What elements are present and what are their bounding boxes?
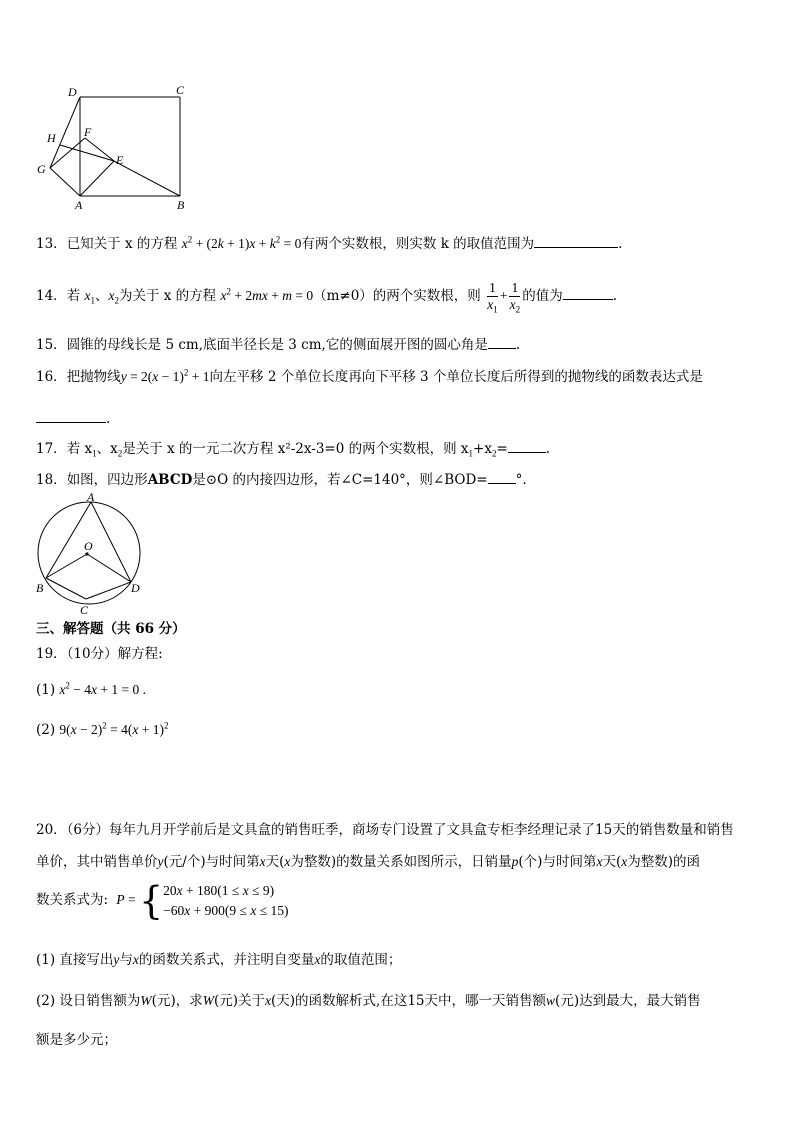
answer-blank (488, 469, 516, 484)
question-text: 数关系式为: (36, 892, 109, 908)
question-text: 天( (265, 854, 285, 870)
question-19 (36, 645, 163, 663)
question-text: 圆锥的母线长是 5 cm,底面半径长是 3 cm,它的侧面展开图的圆心角是 (66, 337, 488, 353)
label-B: B (36, 581, 44, 595)
question-18 (36, 469, 527, 489)
question-text: 天( (602, 854, 622, 870)
question-16: 16．把抛物线$y = 2(x - 1)^2 + 1$向左平移 2 个单位长度再向下平移 3 个单位长度后所得到的抛物线的函数表达式是 (36, 367, 703, 385)
label-H: H (47, 131, 56, 145)
question-text: 额是多少元； (36, 1032, 117, 1048)
question-text: 为关于 x 的方程 (118, 288, 217, 304)
label-C: C (176, 83, 185, 97)
question-text: 的取值范围； (320, 952, 402, 968)
answer-blank (534, 233, 618, 248)
question-number: 13． (36, 236, 67, 252)
question-number: 18． (36, 472, 67, 488)
question-14: 14．若 $x_1$、$x_2$为关于 x 的方程 $x^2 + 2mx + m = 0(m\ne 0)$的两个实数根，则 $\frac{1}{x_1}$ + $\frac{1}{x_2}$ 的值为 . (36, 280, 618, 315)
question-text: 的函数关系式，并注明自变量 (138, 952, 315, 968)
question-text: 向左平移 2 个单位长度再向下平移 3 个单位长度后所得到的抛物线的函数表达式是 (209, 369, 703, 385)
question-text: (天)的函数解析式,在这15天中，哪一天销售额 (271, 993, 547, 1009)
punctuation: . (515, 337, 521, 353)
label-E: E (116, 153, 124, 167)
punctuation: . (618, 236, 623, 252)
answer-blank (36, 408, 106, 423)
question-19-part-1: (1) $x^2 - 4x + 1 = 0$ . (36, 680, 147, 698)
punctuation: . (612, 288, 618, 304)
question-text: (1) 直接写出 (36, 952, 114, 968)
question-text: 把抛物线 (66, 369, 121, 385)
label-A: A (87, 490, 95, 504)
answer-blank (488, 334, 516, 349)
question-text: 是关于 x 的一元二次方程 x²-2x-3=0 的两个实数根，则 x (122, 441, 469, 457)
question-13: 13．已知关于 x 的方程 $x^2 + (2k + 1)x + k^2 = 0$有两个实数根，则实数 k 的取值范围为 . (36, 234, 623, 252)
part-label: (2) (36, 722, 56, 738)
answer-blank (508, 438, 546, 453)
label-G: G (37, 162, 46, 176)
question-number: 15． (36, 337, 67, 353)
question-20-part-1: (1) 直接写出y与x的函数关系式，并注明自变量x的取值范围； (36, 952, 402, 968)
question-text: 若 x (66, 441, 93, 457)
section-title: 三、解答题（共 66 分） (36, 621, 186, 637)
question-text: 为整数)的数量关系如图所示，日销量 (290, 854, 512, 870)
question-number: 14． (36, 288, 67, 304)
question-text: 单价，其中销售单价 (36, 854, 158, 870)
question-20-piecewise: 数关系式为: P = {20x + 180(1 ≤ x ≤ 9) −60x + 900(9 ≤ x ≤ 15) (36, 878, 289, 923)
answer-blank (563, 285, 613, 300)
label-B: B (177, 198, 185, 212)
fraction-1-over-x1: $\frac{1}{x_1}$ (487, 280, 498, 315)
question-number: 19． (36, 646, 67, 662)
question-text: 、x (96, 441, 118, 457)
question-number: 20． (36, 822, 67, 838)
question-text: (元/个)与时间第 (163, 854, 260, 870)
fraction-1-over-x2: $\frac{1}{x_2}$ (509, 280, 521, 315)
question-text: (2) 设日销售额为 (36, 993, 141, 1009)
punctuation: °. (515, 472, 527, 488)
question-text: (元)关于 (213, 993, 266, 1009)
geometry-figure-square (30, 78, 200, 213)
punctuation: . (545, 441, 551, 457)
geometry-figure-circle (30, 488, 160, 620)
question-text: 的值为 (522, 288, 563, 304)
part-label: (1) (36, 682, 56, 698)
question-text: (元)，求 (151, 993, 203, 1009)
piecewise-cases: 20x + 180(1 ≤ x ≤ 9) −60x + 900(9 ≤ x ≤ 15) (163, 882, 289, 918)
label-O: O (84, 539, 93, 553)
label-A: A (75, 198, 83, 212)
question-text: (元)达到最大，最大销售 (555, 993, 701, 1009)
question-text: （10分）解方程: (66, 646, 163, 662)
label-F: F (84, 125, 92, 139)
label-C: C (80, 603, 89, 617)
question-text: （6分）每年九月开学前后是文具盒的销售旺季，商场专门设置了文具盒专柜李经理记录了15天的销售数量和销售 (66, 822, 734, 838)
question-text: 有两个实数根，则实数 k 的取值范围为 (301, 236, 535, 252)
question-20-line-1 (36, 821, 734, 839)
question-20-line-2: 单价，其中销售单价y(元/个)与时间第x天(x为整数)的数量关系如图所示，日销量p(个)与时间第x天(x为整数)的函 (36, 854, 701, 870)
label-D: D (68, 85, 77, 99)
question-text: （m≠0）的两个实数根，则 (313, 288, 481, 304)
question-number: 16． (36, 369, 67, 385)
question-15 (36, 334, 520, 354)
quadrilateral-name: ABCD (147, 472, 193, 488)
question-text: (个)与时间第 (518, 854, 597, 870)
question-19-part-2: (2) $9(x - 2)^2 = 4(x + 1)^2$ (36, 720, 169, 738)
question-text: 是⊙O 的内接四边形，若∠C=140°，则∠BOD= (192, 472, 488, 488)
question-number: 17． (36, 441, 67, 457)
question-20-part-2: (2) 设日销售额为W(元)，求W(元)关于x(天)的函数解析式,在这15天中，哪一天销售额w(元)达到最大，最大销售 (36, 993, 701, 1009)
question-17: 17．若 $x_1$、$x_2$是关于 x 的一元二次方程 x²-2x-3=0 的两个实数根，则 $x_1+x_2=$ . (36, 438, 550, 458)
question-text: 为整数)的函 (627, 854, 701, 870)
question-text: +x (473, 441, 492, 457)
punctuation: . (106, 411, 111, 427)
question-16-answer-line (36, 408, 110, 428)
question-text: 与 (119, 952, 133, 968)
question-text: 已知关于 x 的方程 (66, 236, 178, 252)
label-D: D (131, 581, 140, 595)
question-20-part-2-cont (36, 1031, 117, 1049)
question-text: 若 (66, 288, 81, 304)
question-text: = (496, 441, 508, 457)
question-text: 如图，四边形 (66, 472, 148, 488)
